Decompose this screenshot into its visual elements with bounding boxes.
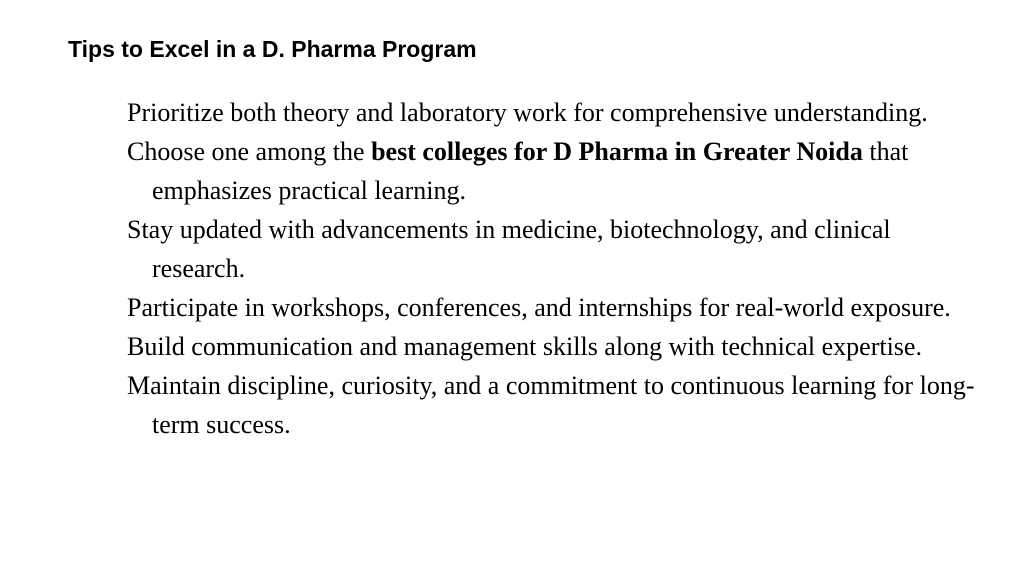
best-colleges-highlight: best colleges for D Pharma in Greater Noida	[371, 137, 863, 166]
tip-item: Build communication and management skills along with technical expertise.	[127, 332, 922, 361]
tip-item: Stay updated with advancements in medicine, biotechnology, and clinical research.	[127, 215, 891, 283]
tip-item: Prioritize both theory and laboratory work for comprehensive understanding.	[127, 98, 928, 127]
tip-item	[127, 132, 977, 210]
tip-item: Maintain discipline, curiosity, and a commitment to continuous learning for long-term success.	[127, 371, 975, 439]
tips-list	[127, 93, 977, 444]
tip-text-before-link: Choose one among the	[127, 137, 372, 166]
tip-item: Participate in workshops, conferences, and internships for real-world exposure.	[127, 293, 951, 322]
tip-text-after-link: that emphasizes practical learning.	[152, 137, 909, 205]
slide-title: Tips to Excel in a D. Pharma Program	[68, 36, 477, 62]
